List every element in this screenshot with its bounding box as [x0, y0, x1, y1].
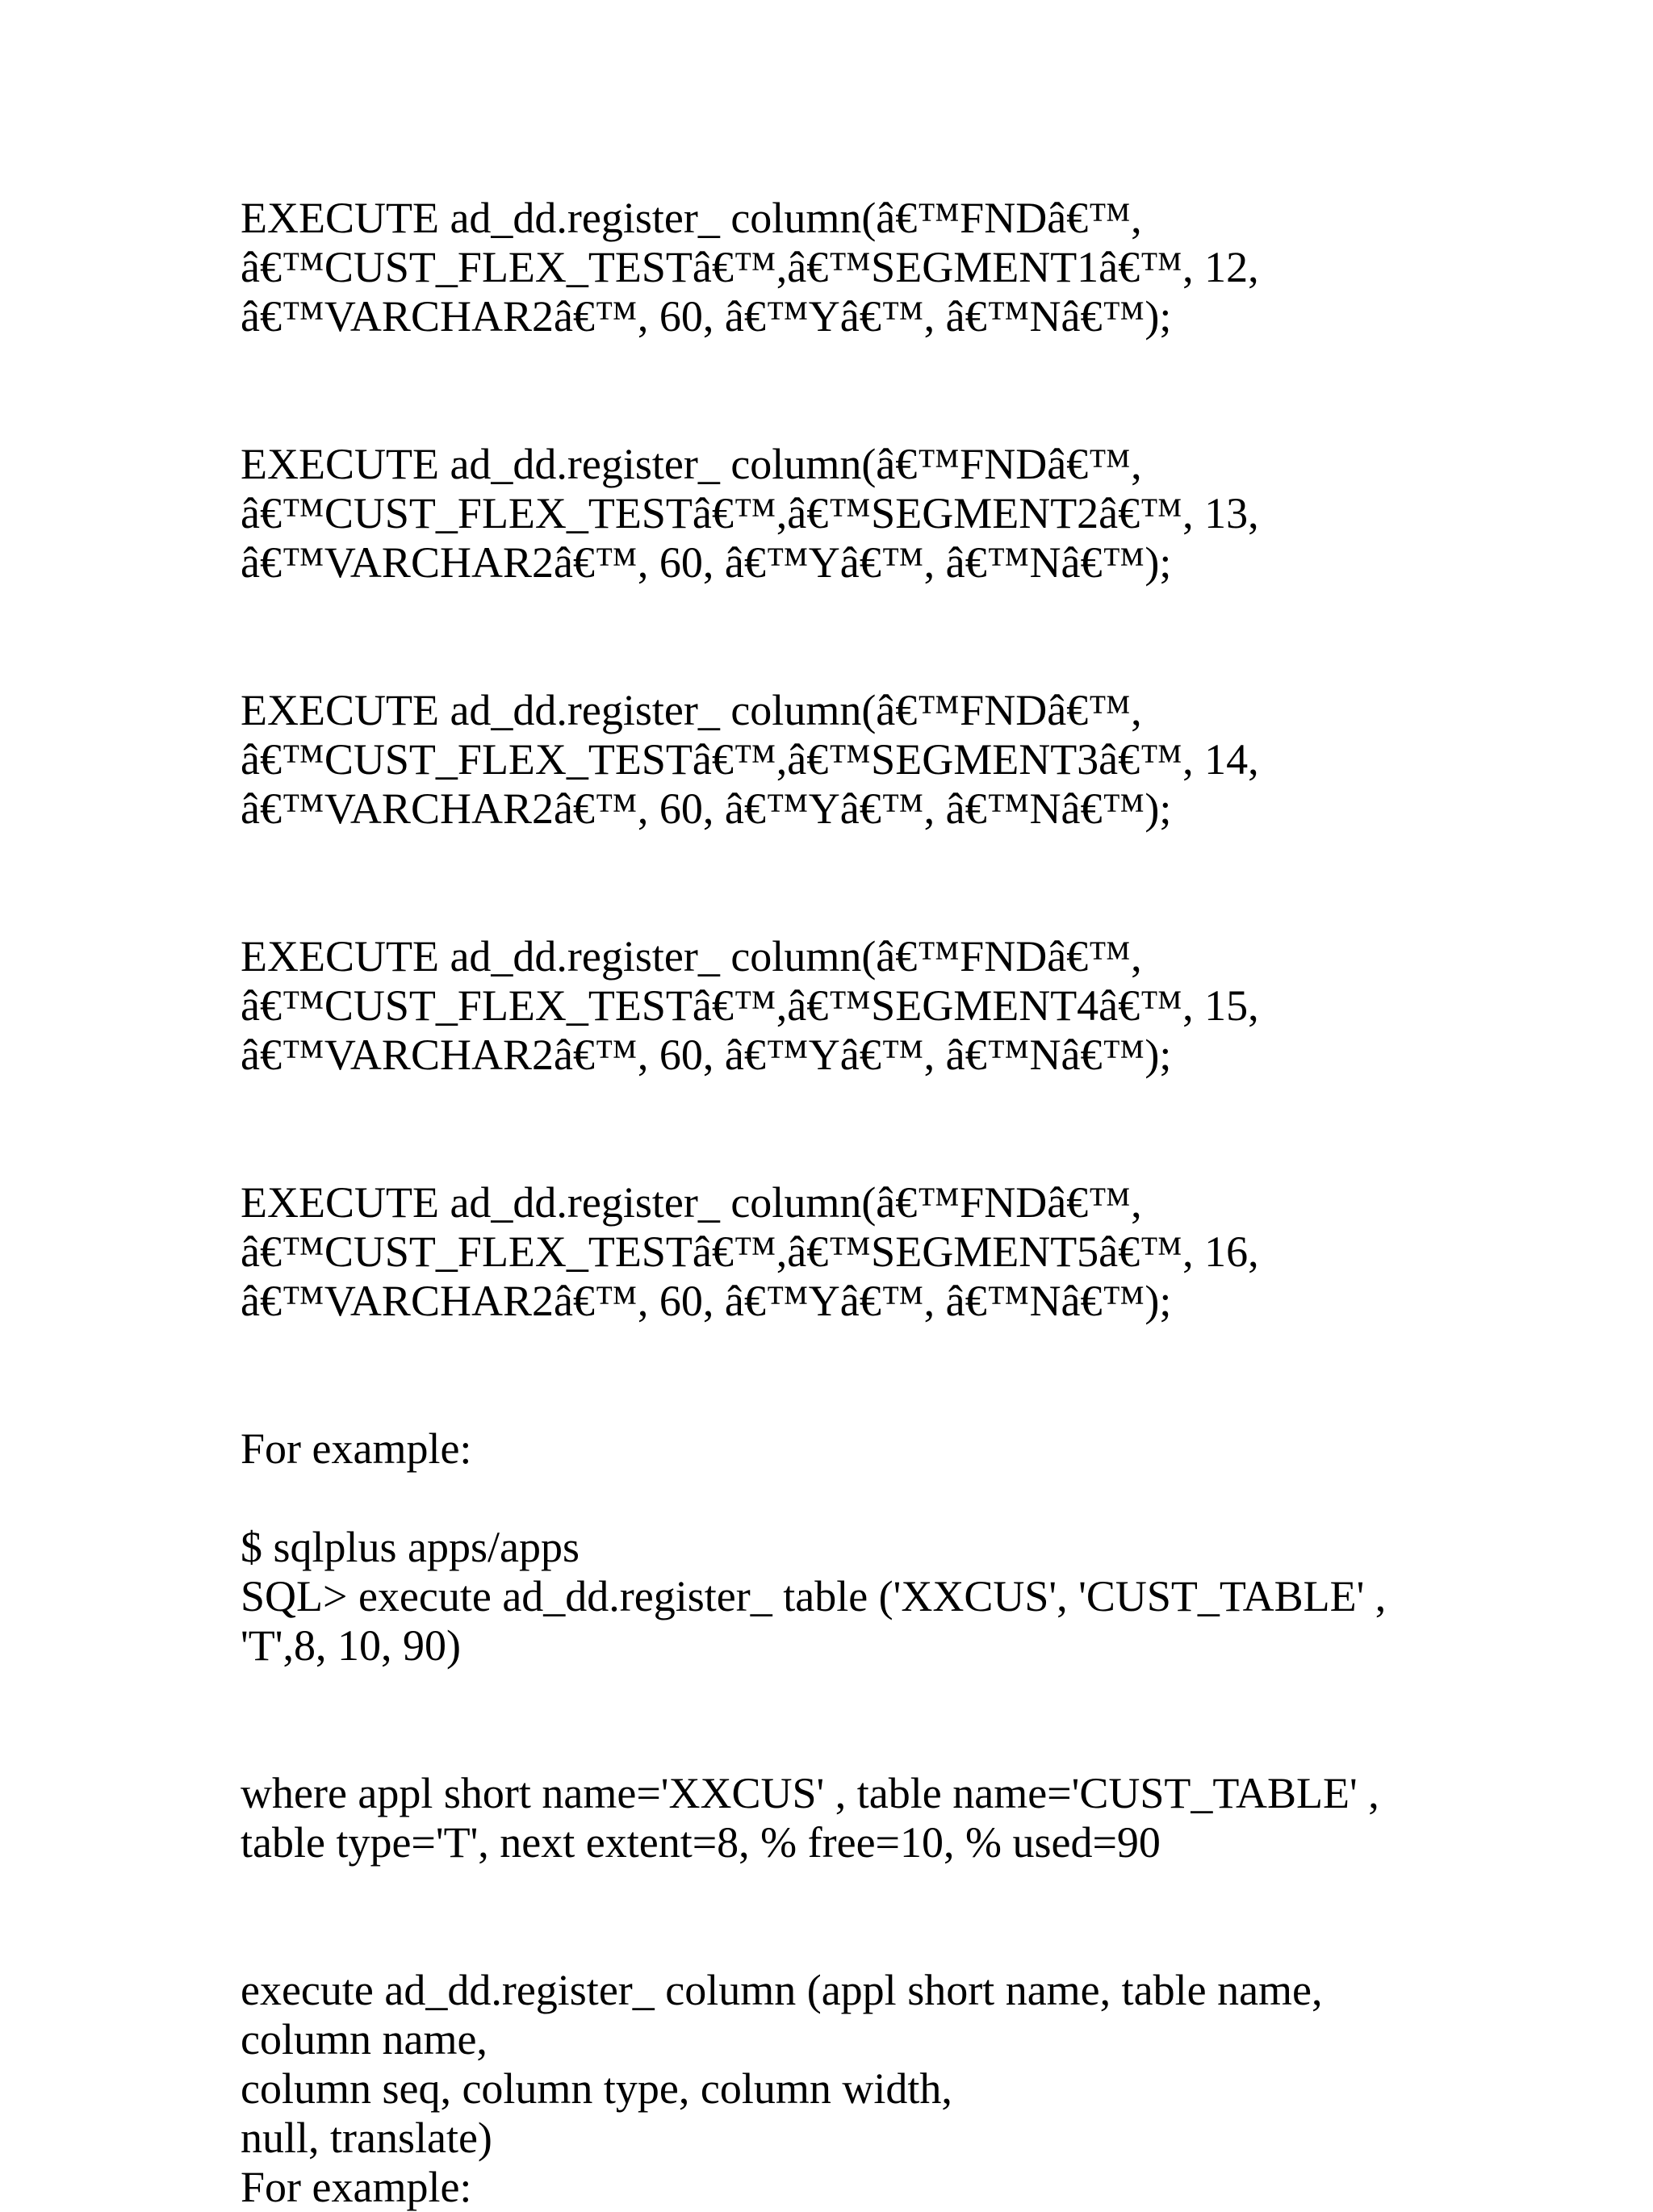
- text-line: column seq, column type, column width,: [241, 2064, 952, 2113]
- text-line: â€™CUST_FLEX_TESTâ€™,â€™SEGMENT5â€™, 16,: [241, 1227, 1259, 1276]
- text-line: â€™VARCHAR2â€™, 60, â€™Yâ€™, â€™Nâ€™);: [241, 784, 1172, 833]
- text-line: column name,: [241, 2015, 488, 2064]
- text-line: where appl short name='XXCUS' , table name='CUST_TABLE' ,: [241, 1769, 1379, 1817]
- text-line: $ sqlplus apps/apps: [241, 1523, 580, 1571]
- text-line: null, translate): [241, 2114, 492, 2162]
- text-line: â€™VARCHAR2â€™, 60, â€™Yâ€™, â€™Nâ€™);: [241, 1277, 1172, 1325]
- text-line: â€™VARCHAR2â€™, 60, â€™Yâ€™, â€™Nâ€™);: [241, 538, 1172, 587]
- text-line: table type='T', next extent=8, % free=10, % used=90: [241, 1818, 1161, 1867]
- text-line: EXECUTE ad_dd.register_ column(â€™FNDâ€™,: [241, 1178, 1142, 1227]
- text-line: execute ad_dd.register_ column (appl short name, table name,: [241, 1966, 1323, 2014]
- parameter-explanation-block: [241, 1769, 1500, 1867]
- register-column-segment2-block: [241, 440, 1500, 587]
- text-line: EXECUTE ad_dd.register_ column(â€™FNDâ€™,: [241, 194, 1142, 242]
- text-line: â€™VARCHAR2â€™, 60, â€™Yâ€™, â€™Nâ€™);: [241, 292, 1172, 341]
- document-body: [241, 194, 1500, 2212]
- text-line: SQL> execute ad_dd.register_ table ('XXCUS', 'CUST_TABLE' ,: [241, 1572, 1387, 1620]
- text-line: 'T',8, 10, 90): [241, 1621, 461, 1670]
- register-column-segment1-block: [241, 194, 1500, 341]
- register-column-syntax-block: [241, 1966, 1500, 2212]
- text-line: â€™CUST_FLEX_TESTâ€™,â€™SEGMENT4â€™, 15,: [241, 981, 1259, 1030]
- text-line: â€™VARCHAR2â€™, 60, â€™Yâ€™, â€™Nâ€™);: [241, 1031, 1172, 1079]
- text-line: â€™CUST_FLEX_TESTâ€™,â€™SEGMENT3â€™, 14,: [241, 735, 1259, 784]
- text-line: EXECUTE ad_dd.register_ column(â€™FNDâ€™,: [241, 440, 1142, 488]
- register-column-segment4-block: [241, 932, 1500, 1080]
- text-line: For example:: [241, 2163, 472, 2211]
- text-line: EXECUTE ad_dd.register_ column(â€™FNDâ€™,: [241, 686, 1142, 734]
- text-line: â€™CUST_FLEX_TESTâ€™,â€™SEGMENT1â€™, 12,: [241, 243, 1259, 291]
- for-example-heading-block: [241, 1424, 1500, 1474]
- text-line: â€™CUST_FLEX_TESTâ€™,â€™SEGMENT2â€™, 13,: [241, 489, 1259, 537]
- sqlplus-example-block: [241, 1523, 1500, 1670]
- text-line: EXECUTE ad_dd.register_ column(â€™FNDâ€™,: [241, 932, 1142, 981]
- text-line: For example:: [241, 1424, 472, 1473]
- register-column-segment5-block: [241, 1178, 1500, 1326]
- register-column-segment3-block: [241, 686, 1500, 834]
